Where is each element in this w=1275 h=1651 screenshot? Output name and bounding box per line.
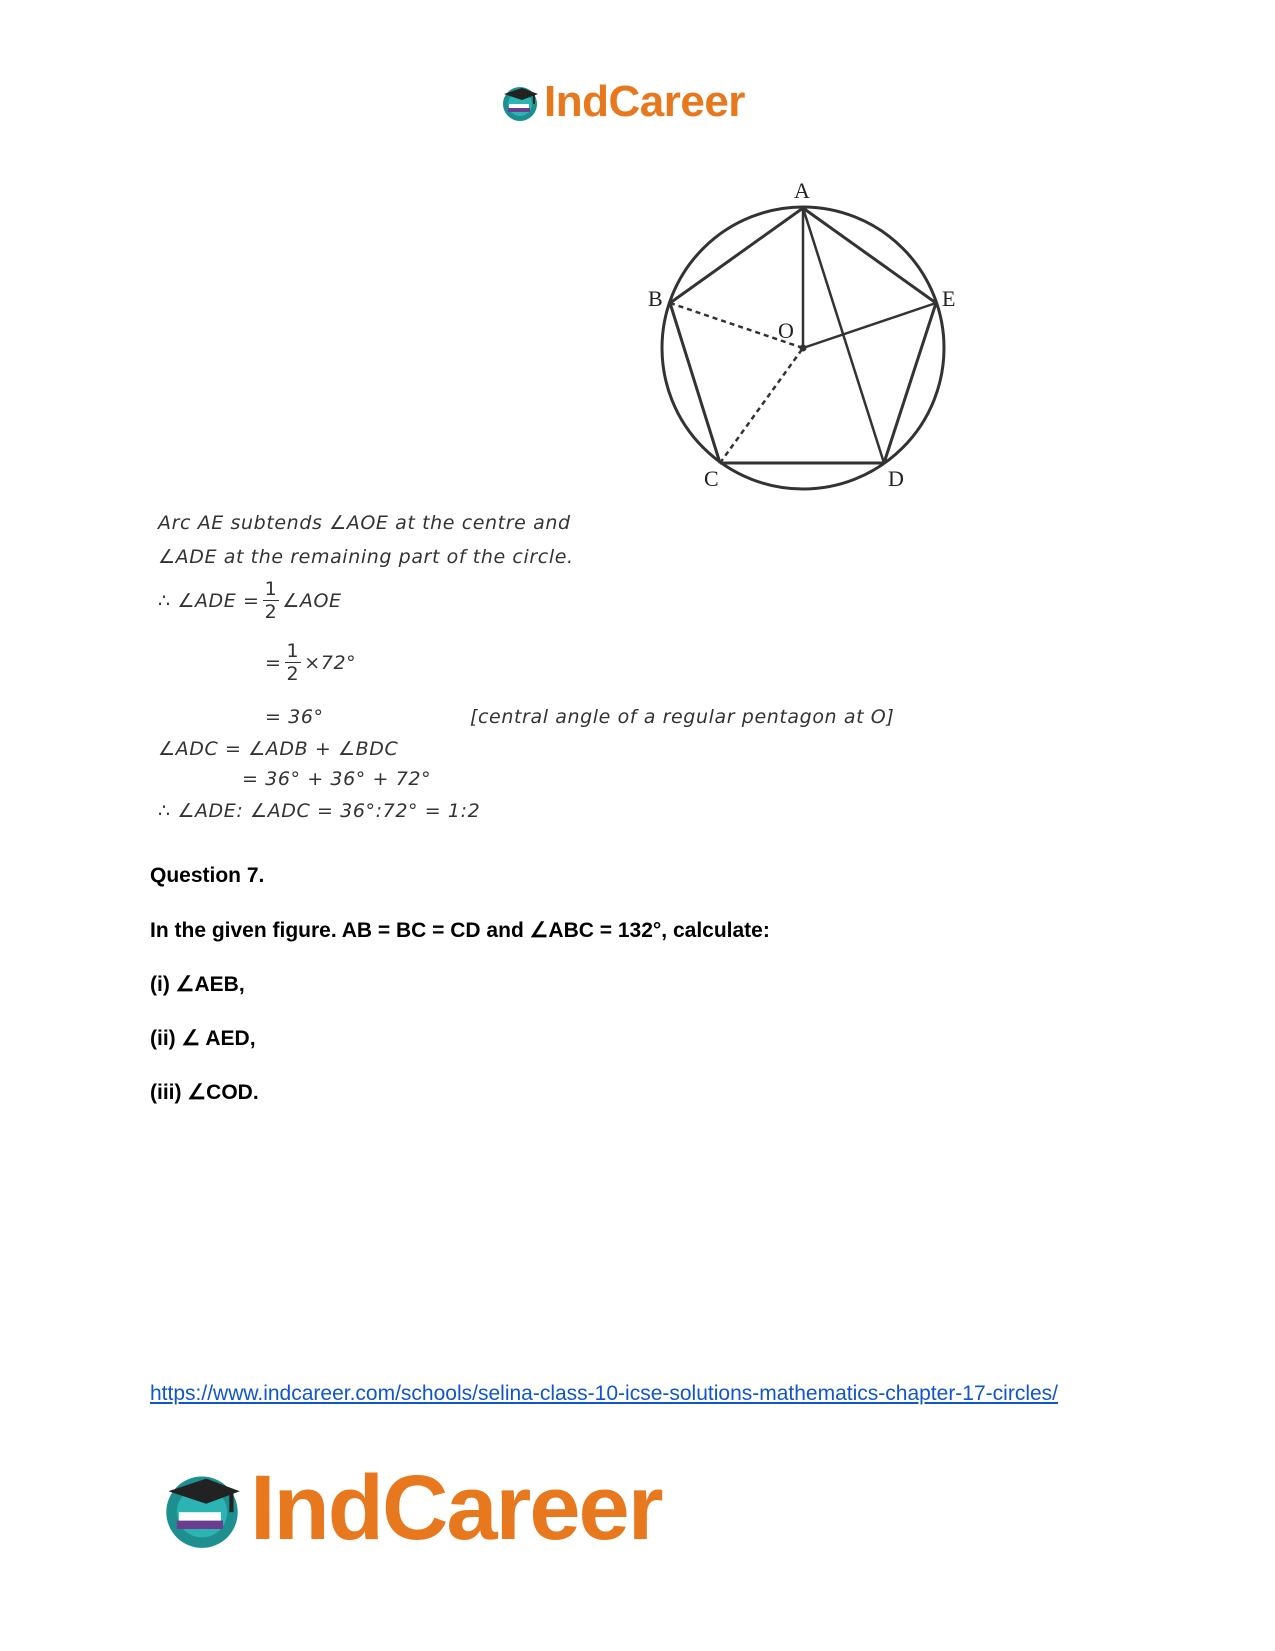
question-title: Question 7.: [150, 864, 265, 887]
segment-oc-dashed: [720, 348, 803, 463]
fraction-numerator: 1: [286, 640, 300, 662]
source-url-link[interactable]: https://www.indcareer.com/schools/selina-class-10-icse-solutions-mathematics-chapter-17-circles/: [150, 1382, 1058, 1405]
label-e: E: [942, 286, 956, 311]
brand-name: IndCareer: [250, 1457, 662, 1559]
segment-ad: [803, 208, 884, 463]
brand-name: IndCareer: [544, 77, 745, 126]
question-part-1: (i) ∠AEB,: [150, 973, 245, 996]
question-part-3: (iii) ∠COD.: [150, 1081, 259, 1104]
solution-line-7: = 36° + 36° + 72°: [242, 768, 432, 790]
label-b: B: [648, 286, 663, 311]
line3-prefix: ∴ ∠ADE =: [158, 589, 260, 612]
segment-oe: [803, 303, 936, 348]
question-statement: In the given figure. AB = BC = CD and ∠ABC = 132°, calculate:: [150, 919, 770, 942]
fraction-half: [285, 640, 302, 685]
graduation-cap-icon: [160, 1466, 244, 1550]
fraction-numerator: 1: [264, 578, 278, 600]
header-logo: [500, 77, 745, 126]
fraction-half: [263, 578, 280, 623]
solution-line-1: Arc AE subtends ∠AOE at the centre and: [158, 512, 571, 534]
fraction-denominator: 2: [264, 601, 278, 623]
question-part-2: (ii) ∠ AED,: [150, 1027, 256, 1050]
pentagon-circle-figure: [648, 178, 1030, 528]
line4-suffix: ×72°: [304, 651, 357, 674]
label-d: D: [888, 466, 904, 491]
footer-logo: [160, 1457, 662, 1559]
line3-suffix: ∠AOE: [282, 589, 342, 612]
graduation-cap-icon: [500, 82, 540, 122]
solution-line-6: ∠ADC = ∠ADB + ∠BDC: [158, 738, 399, 760]
solution-line-8: ∴ ∠ADE: ∠ADC = 36°:72° = 1:2: [158, 800, 481, 822]
solution-line-3: [158, 578, 342, 623]
label-c: C: [704, 466, 719, 491]
solution-line-2: ∠ADE at the remaining part of the circle.: [158, 546, 574, 568]
solution-note: [central angle of a regular pentagon at O]: [470, 706, 895, 728]
label-a: A: [794, 178, 810, 203]
fraction-denominator: 2: [286, 663, 300, 685]
solution-line-5: = 36°: [265, 706, 324, 728]
label-o: O: [778, 318, 794, 343]
solution-line-4: [265, 640, 356, 685]
centre-point: [800, 345, 807, 352]
line4-prefix: =: [265, 651, 282, 674]
